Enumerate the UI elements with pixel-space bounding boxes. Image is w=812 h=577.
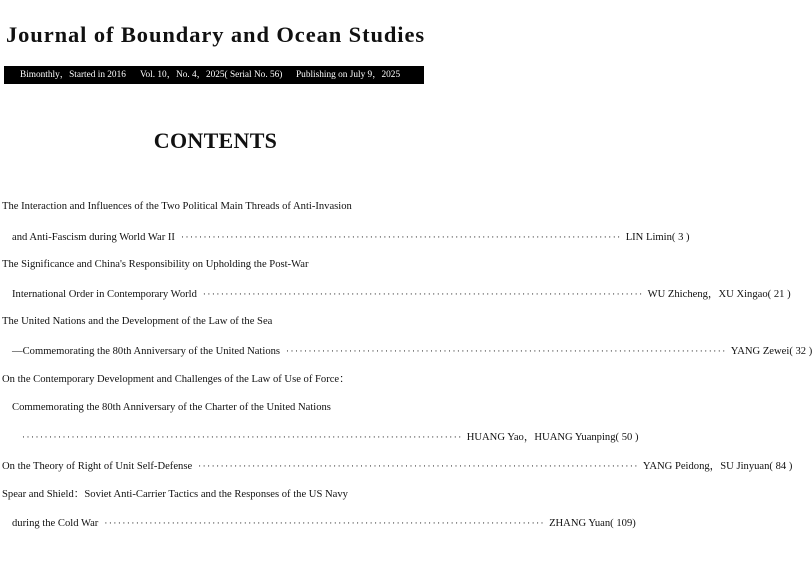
publication-info-banner [4,66,424,84]
toc-entry-1-page: ( 3 ) [671,232,690,243]
toc-entry-1-title-cont: and Anti-Fascism during World War II [12,232,175,243]
toc-entry-5 [2,458,793,474]
toc-entry-4-author: HUANG Yao，HUANG Yuanping [466,432,616,443]
contents-heading: CONTENTS [153,128,278,153]
toc-entry-2-author: WU Zhicheng，XU Xingao [647,289,768,300]
frequency-info: Bimonthly，Started in 2016 [20,70,126,80]
volume-info: Vol. 10，No. 4，2025( Serial No. 56) [140,70,283,80]
toc-entry-4-title: On the Contemporary Development and Challenges of the Law of Use of Force： [2,374,350,385]
toc-entry-2-detail [12,286,791,302]
toc-entry-1-detail [12,229,690,245]
toc-entry-3-author: YANG Zewei [730,346,790,357]
leader-dots: ·································································································· [104,518,546,528]
leader-dots: ·································································································· [180,232,622,242]
toc-entry-3-detail [12,343,812,359]
toc-entry-5-author: YANG Peidong，SU Jinyuan [642,461,770,472]
toc-entry-6-page: ( 109) [610,518,636,529]
toc-entry-5-title: On the Theory of Right of Unit Self-Defense [2,461,193,472]
publishing-date: Publishing on July 9，2025 [296,70,401,80]
toc-entry-3-page: ( 32 ) [789,346,812,357]
leader-dots: ·································································································· [202,289,644,299]
toc-entry-2-page: ( 21 ) [767,289,791,300]
toc-entry-4-page: ( 50 ) [615,432,639,443]
toc-entry-6-author: ZHANG Yuan [549,518,611,529]
toc-entry-2-title-cont: International Order in Contemporary World [12,289,197,300]
journal-title: Journal of Boundary and Ocean Studies [5,22,425,47]
toc-entry-6-detail [12,515,636,531]
toc-entry-3-title: The United Nations and the Development of the Law of the Sea [2,316,273,327]
toc-entry-2-title: The Significance and China's Responsibility on Upholding the Post-War [2,259,309,270]
leader-dots: ·································································································· [198,461,639,471]
toc-entry-1-author: LIN Limin [625,232,672,243]
toc-entry-5-page: ( 84 ) [769,461,793,472]
leader-dots: ·································································································· [286,346,727,356]
toc-entry-6-title: Spear and Shield：Soviet Anti-Carrier Tactics and the Responses of the US Navy [2,489,348,500]
toc-entry-1-title: The Interaction and Influences of the Two Political Main Threads of Anti-Invasion [2,201,352,212]
toc-entry-4-title-cont: Commemorating the 80th Anniversary of the Charter of the United Nations [12,402,331,413]
leader-dots: ·································································································· [22,432,463,442]
toc-entry-4-detail [22,429,639,445]
toc-entry-3-title-cont: —Commemorating the 80th Anniversary of the United Nations [12,346,281,357]
toc-entry-6-title-cont: during the Cold War [12,518,99,529]
